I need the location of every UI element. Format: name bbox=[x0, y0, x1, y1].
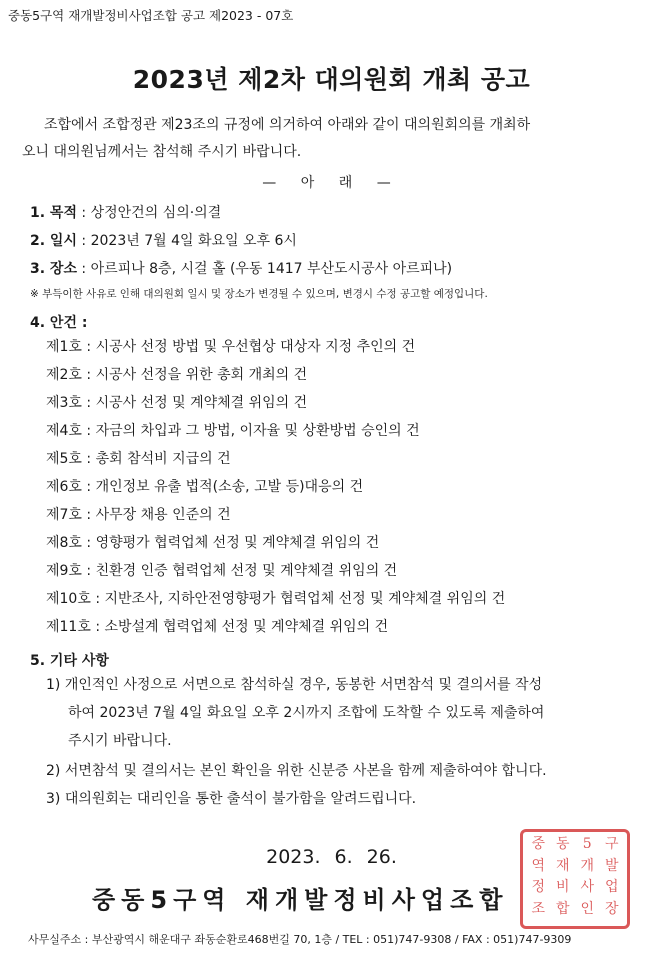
other-item-1-line-2: 하여 2023년 7월 4일 화요일 오후 2시까지 조합에 도착할 수 있도록 제출하여 bbox=[68, 705, 545, 721]
other-item-2: 2) 서면참석 및 결의서는 본인 확인을 위한 신분증 사본을 함께 제출하여야 합니다. bbox=[46, 763, 547, 779]
change-notice: ※ 부득이한 사유로 인해 대의원회 일시 및 장소가 변경될 수 있으며, 변경시 수정 공고할 예정입니다. bbox=[30, 288, 488, 300]
agenda-item: 제9호 : 친환경 인증 협력업체 선정 및 계약체결 위임의 건 bbox=[46, 563, 398, 579]
date-month: 6. bbox=[334, 846, 353, 868]
agenda-item: 제4호 : 자금의 차입과 그 방법, 이자율 및 상환방법 승인의 건 bbox=[46, 423, 420, 439]
agenda-item: 제10호 : 지반조사, 지하안전영향평가 협력업체 선정 및 계약체결 위임의 건 bbox=[46, 591, 506, 607]
organization-name: 중동5구역 재개발정비사업조합 bbox=[92, 886, 509, 914]
notice-number: 중동5구역 재개발정비사업조합 공고 제2023 - 07호 bbox=[8, 8, 294, 23]
date-day: 26. bbox=[366, 846, 397, 868]
agenda-item: 제3호 : 시공사 선정 및 계약체결 위임의 건 bbox=[46, 395, 308, 411]
place-value: : 아르피나 8층, 시걸 홀 (우동 1417 부산도시공사 아르피나) bbox=[76, 261, 453, 277]
agenda-label: 4. 안건 : bbox=[30, 315, 88, 331]
date-year: 2023. bbox=[266, 846, 321, 868]
intro-line-1: 조합에서 조합정관 제23조의 규정에 의거하여 아래와 같이 대의원회의를 개최하 bbox=[44, 117, 531, 133]
other-item-1-line-1: 1) 개인적인 사정으로 서면으로 참석하실 경우, 동봉한 서면참석 및 결의서를 작성 bbox=[46, 677, 543, 693]
agenda-item: 제5호 : 총회 참석비 지급의 건 bbox=[46, 451, 231, 467]
other-item-1-line-3: 주시기 바랍니다. bbox=[68, 733, 172, 749]
other-item-3: 3) 대의원회는 대리인을 통한 출석이 불가함을 알려드립니다. bbox=[46, 791, 417, 807]
agenda-item: 제7호 : 사무장 채용 인준의 건 bbox=[46, 507, 231, 523]
official-seal: 중 동 5 구 역 재 개 발 정 비 사 업 조 합 인 장 bbox=[520, 829, 630, 929]
datetime-value: : 2023년 7월 4일 화요일 오후 6시 bbox=[76, 233, 297, 249]
agenda-item: 제6호 : 개인정보 유출 법적(소송, 고발 등)대응의 건 bbox=[46, 479, 364, 495]
agenda-title bbox=[30, 312, 87, 332]
agenda-item: 제11호 : 소방설계 협력업체 선정 및 계약체결 위임의 건 bbox=[46, 619, 389, 635]
agenda-item: 제8호 : 영향평가 협력업체 선정 및 계약체결 위임의 건 bbox=[46, 535, 380, 551]
purpose-label: 1. 목적 bbox=[30, 205, 77, 221]
purpose-row bbox=[30, 202, 221, 222]
datetime-label: 2. 일시 bbox=[30, 233, 77, 249]
place-row bbox=[30, 258, 452, 278]
datetime-row bbox=[30, 230, 297, 250]
agenda-item: 제2호 : 시공사 선정을 위한 총회 개최의 건 bbox=[46, 367, 308, 383]
intro-line-2: 오니 대의원님께서는 참석해 주시기 바랍니다. bbox=[22, 144, 302, 160]
place-label: 3. 장소 bbox=[30, 261, 77, 277]
other-matters-title: 5. 기타 사항 bbox=[30, 653, 109, 669]
intro-paragraph bbox=[22, 112, 642, 166]
agenda-item: 제1호 : 시공사 선정 방법 및 우선협상 대상자 지정 추인의 건 bbox=[46, 339, 416, 355]
office-contact-footer: 사무실주소 : 부산광역시 해운대구 좌동순환로468번길 70, 1층 / TEL : 051)747-9308 / FAX : 051)747-9309 bbox=[28, 933, 572, 946]
purpose-value: : 상정안건의 심의·의결 bbox=[76, 205, 222, 221]
document-title: 2023년 제2차 대의원회 개최 공고 bbox=[132, 65, 531, 94]
section-separator: — 아 래 — bbox=[262, 175, 401, 191]
